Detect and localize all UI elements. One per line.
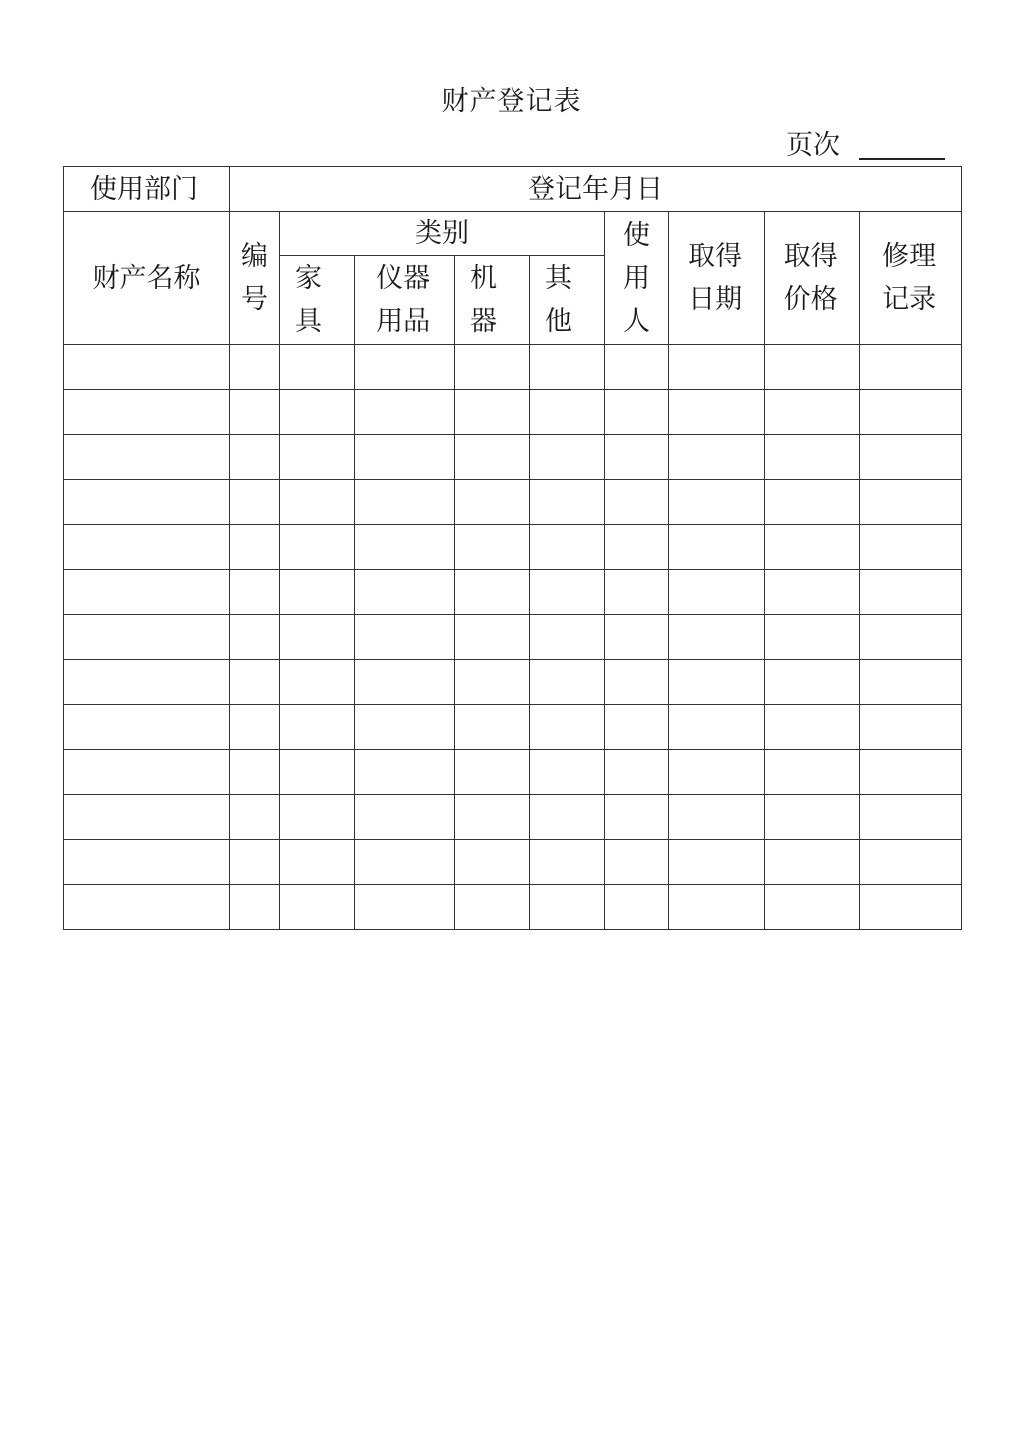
dept-row [64, 167, 962, 212]
table-cell[interactable] [230, 750, 280, 795]
acquire-date-header-label: 取得日期 [688, 241, 743, 315]
table-cell[interactable] [860, 480, 962, 525]
category-instrument-cell [355, 256, 455, 345]
table-cell[interactable] [860, 795, 962, 840]
category-other-label: 其他 [545, 263, 572, 337]
table-cell[interactable] [860, 660, 962, 705]
table-cell[interactable] [455, 750, 530, 795]
table-cell[interactable] [230, 615, 280, 660]
dept-label-cell: 使用部门 [64, 167, 230, 212]
table-cell[interactable] [765, 750, 860, 795]
table-cell[interactable] [64, 795, 230, 840]
table-cell[interactable] [765, 615, 860, 660]
table-row [64, 705, 962, 750]
table-cell[interactable] [230, 705, 280, 750]
table-cell[interactable] [765, 435, 860, 480]
table-cell[interactable] [669, 750, 765, 795]
table-cell[interactable] [64, 750, 230, 795]
table-cell[interactable] [230, 390, 280, 435]
table-cell[interactable] [280, 525, 355, 570]
table-row [64, 660, 962, 705]
table-cell[interactable] [280, 390, 355, 435]
table-cell[interactable] [860, 750, 962, 795]
table-cell[interactable] [280, 795, 355, 840]
page-number-label: 页次 [786, 130, 840, 161]
table-cell[interactable] [669, 525, 765, 570]
table-cell[interactable] [860, 885, 962, 930]
table-cell[interactable] [355, 705, 455, 750]
table-cell[interactable] [765, 705, 860, 750]
table-row [64, 345, 962, 390]
table-cell[interactable] [64, 570, 230, 615]
table-cell[interactable] [280, 750, 355, 795]
acquire-price-header-cell [765, 212, 860, 345]
table-cell[interactable] [64, 885, 230, 930]
table-cell[interactable] [669, 435, 765, 480]
table-cell[interactable] [860, 705, 962, 750]
table-cell[interactable] [530, 840, 605, 885]
table-cell[interactable] [530, 705, 605, 750]
table-cell[interactable] [530, 525, 605, 570]
category-furniture-label: 家具 [295, 263, 322, 337]
table-cell[interactable] [355, 840, 455, 885]
table-cell[interactable] [280, 615, 355, 660]
table-cell[interactable] [64, 390, 230, 435]
table-cell[interactable] [455, 885, 530, 930]
table-cell[interactable] [455, 705, 530, 750]
name-header-cell [64, 212, 230, 345]
table-cell[interactable] [530, 750, 605, 795]
table-cell[interactable] [669, 390, 765, 435]
table-cell[interactable] [355, 525, 455, 570]
table-cell[interactable] [605, 615, 669, 660]
category-header-cell: 类别 [280, 212, 605, 256]
table-cell[interactable] [64, 660, 230, 705]
table-cell[interactable] [355, 615, 455, 660]
table-cell[interactable] [605, 885, 669, 930]
user-header-label: 使用人 [622, 219, 650, 337]
table-cell[interactable] [530, 660, 605, 705]
table-cell[interactable] [280, 840, 355, 885]
table-cell[interactable] [280, 660, 355, 705]
date-label-cell: 登记年月日 [230, 167, 962, 212]
category-instrument-label: 仪器用品 [376, 263, 431, 337]
table-cell[interactable] [64, 480, 230, 525]
table-cell[interactable] [765, 660, 860, 705]
category-machine-label: 机器 [470, 263, 497, 337]
table-cell[interactable] [280, 480, 355, 525]
table-cell[interactable] [860, 615, 962, 660]
table-cell[interactable] [860, 345, 962, 390]
table-cell[interactable] [230, 480, 280, 525]
page-number-blank[interactable] [859, 158, 945, 160]
table-cell[interactable] [280, 570, 355, 615]
acquire-date-header-cell [669, 212, 765, 345]
table-cell[interactable] [230, 840, 280, 885]
table-cell[interactable] [280, 345, 355, 390]
table-row [64, 750, 962, 795]
table-cell[interactable] [669, 660, 765, 705]
table-cell[interactable] [280, 885, 355, 930]
table-cell[interactable] [530, 795, 605, 840]
table-cell[interactable] [455, 435, 530, 480]
table-cell[interactable] [230, 795, 280, 840]
category-machine-cell [455, 256, 530, 345]
table-cell[interactable] [605, 390, 669, 435]
table-cell[interactable] [530, 480, 605, 525]
table-cell[interactable] [355, 660, 455, 705]
table-cell[interactable] [765, 390, 860, 435]
table-cell[interactable] [669, 480, 765, 525]
table-row [64, 480, 962, 525]
table-cell[interactable] [230, 570, 280, 615]
table-cell[interactable] [64, 840, 230, 885]
table-cell[interactable] [669, 840, 765, 885]
table-cell[interactable] [355, 345, 455, 390]
table-cell[interactable] [355, 435, 455, 480]
table-cell[interactable] [860, 525, 962, 570]
table-cell[interactable] [669, 795, 765, 840]
table-cell[interactable] [860, 390, 962, 435]
table-row [64, 615, 962, 660]
header-row-1 [64, 212, 962, 256]
table-cell[interactable] [605, 480, 669, 525]
table-cell[interactable] [860, 435, 962, 480]
table-cell[interactable] [605, 660, 669, 705]
table-cell[interactable] [64, 615, 230, 660]
repair-header-label: 修理记录 [882, 241, 937, 315]
table-row [64, 435, 962, 480]
table-cell[interactable] [355, 750, 455, 795]
table-cell[interactable] [530, 570, 605, 615]
user-header-cell [605, 212, 669, 345]
table-cell[interactable] [605, 345, 669, 390]
table-cell[interactable] [455, 345, 530, 390]
table-cell[interactable] [455, 525, 530, 570]
table-cell[interactable] [355, 885, 455, 930]
table-cell[interactable] [605, 840, 669, 885]
table-cell[interactable] [605, 570, 669, 615]
table-cell[interactable] [230, 345, 280, 390]
table-cell[interactable] [230, 525, 280, 570]
table-cell[interactable] [230, 435, 280, 480]
table-cell[interactable] [455, 840, 530, 885]
table-cell[interactable] [765, 885, 860, 930]
category-other-cell [530, 256, 605, 345]
table-cell[interactable] [605, 705, 669, 750]
table-cell[interactable] [765, 795, 860, 840]
table-row [64, 885, 962, 930]
page-title: 财产登记表 [441, 86, 582, 117]
table-cell[interactable] [355, 570, 455, 615]
table-cell[interactable] [605, 435, 669, 480]
table-cell[interactable] [530, 345, 605, 390]
table-row [64, 525, 962, 570]
table-cell[interactable] [455, 570, 530, 615]
table-cell[interactable] [765, 525, 860, 570]
table-row [64, 795, 962, 840]
table-cell[interactable] [530, 615, 605, 660]
table-cell[interactable] [64, 345, 230, 390]
table-cell[interactable] [355, 390, 455, 435]
table-cell[interactable] [669, 345, 765, 390]
table-cell[interactable] [64, 435, 230, 480]
table-cell[interactable] [280, 705, 355, 750]
table-cell[interactable] [530, 885, 605, 930]
table-cell[interactable] [64, 525, 230, 570]
table-cell[interactable] [230, 660, 280, 705]
acquire-price-header-label: 取得价格 [783, 241, 838, 315]
table-cell[interactable] [455, 390, 530, 435]
table-cell[interactable] [230, 885, 280, 930]
number-header-cell [230, 212, 280, 345]
table-cell[interactable] [605, 795, 669, 840]
table-cell[interactable] [355, 480, 455, 525]
table-cell[interactable] [605, 525, 669, 570]
table-cell[interactable] [455, 615, 530, 660]
table-cell[interactable] [669, 705, 765, 750]
table-cell[interactable] [455, 795, 530, 840]
table-row [64, 840, 962, 885]
table-cell[interactable] [765, 480, 860, 525]
table-cell[interactable] [669, 615, 765, 660]
table-cell[interactable] [455, 480, 530, 525]
table-cell[interactable] [355, 795, 455, 840]
property-register-table [63, 166, 962, 930]
table-cell[interactable] [64, 705, 230, 750]
table-cell[interactable] [530, 390, 605, 435]
table-cell[interactable] [280, 435, 355, 480]
table-cell[interactable] [765, 345, 860, 390]
table-cell[interactable] [669, 885, 765, 930]
table-cell[interactable] [765, 840, 860, 885]
table-row [64, 390, 962, 435]
table-cell[interactable] [765, 570, 860, 615]
table-cell[interactable] [669, 570, 765, 615]
category-furniture-cell [280, 256, 355, 345]
number-header-label: 编号 [240, 241, 268, 315]
table-row [64, 570, 962, 615]
table-cell[interactable] [860, 570, 962, 615]
repair-header-cell [860, 212, 962, 345]
table-cell[interactable] [605, 750, 669, 795]
name-header-label: 财产名称 [92, 262, 201, 294]
table-cell[interactable] [530, 435, 605, 480]
table-cell[interactable] [860, 840, 962, 885]
table-cell[interactable] [455, 660, 530, 705]
